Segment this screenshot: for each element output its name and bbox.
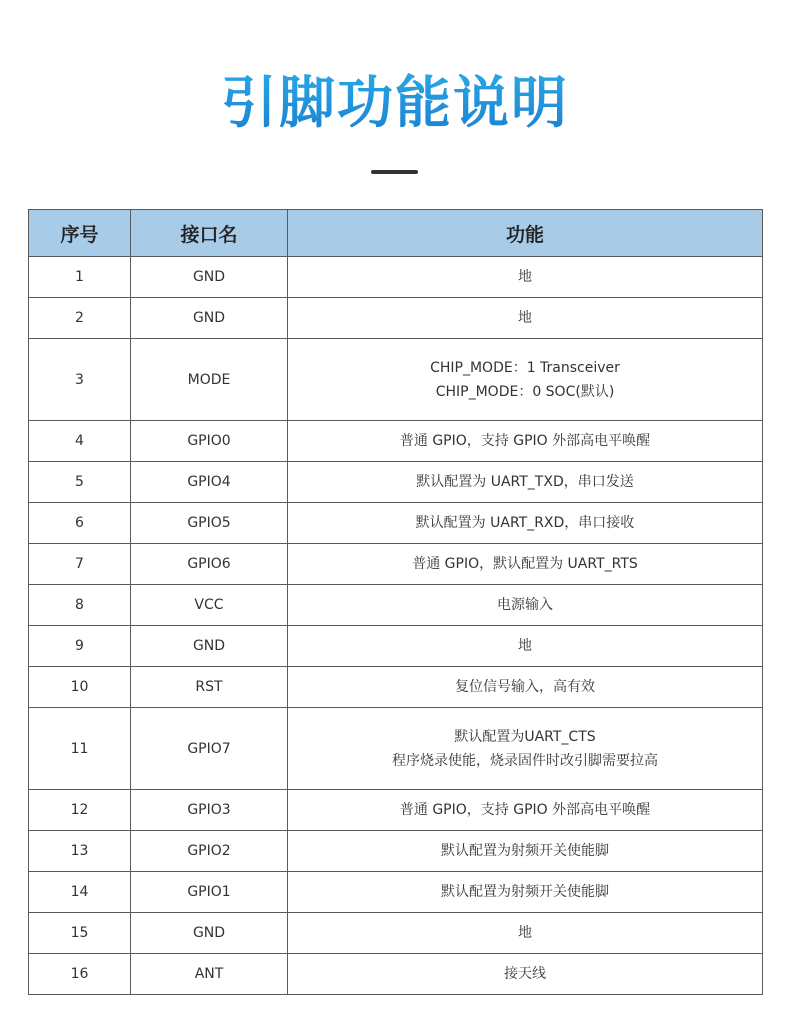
table-row xyxy=(29,503,763,544)
pin-table-body xyxy=(29,257,763,995)
pin-interface-name: GND xyxy=(131,626,288,667)
pin-number: 5 xyxy=(29,462,131,503)
table-row xyxy=(29,872,763,913)
pin-function-line: 复位信号输入，高有效 xyxy=(455,679,595,695)
pin-number: 10 xyxy=(29,667,131,708)
pin-function xyxy=(288,667,763,708)
table-row xyxy=(29,708,763,790)
table-row xyxy=(29,790,763,831)
pin-number: 12 xyxy=(29,790,131,831)
pin-table-header xyxy=(29,210,763,257)
pin-interface-name: GPIO7 xyxy=(131,708,288,790)
pin-interface-name: GPIO5 xyxy=(131,503,288,544)
pin-function-line: 默认配置为射频开关使能脚 xyxy=(441,843,609,859)
pin-number: 7 xyxy=(29,544,131,585)
pin-function xyxy=(288,544,763,585)
pin-interface-name: GPIO2 xyxy=(131,831,288,872)
pin-number: 3 xyxy=(29,339,131,421)
pin-function xyxy=(288,503,763,544)
pin-function xyxy=(288,790,763,831)
table-row xyxy=(29,585,763,626)
pin-interface-name: GND xyxy=(131,257,288,298)
table-row xyxy=(29,913,763,954)
table-row xyxy=(29,544,763,585)
pin-interface-name: GPIO6 xyxy=(131,544,288,585)
pin-number: 15 xyxy=(29,913,131,954)
pin-number: 2 xyxy=(29,298,131,339)
pin-function-line: 默认配置为 UART_RXD，串口接收 xyxy=(415,515,635,531)
header-interface-name: 接口名 xyxy=(131,210,288,257)
pin-interface-name: MODE xyxy=(131,339,288,421)
pin-interface-name: GPIO0 xyxy=(131,421,288,462)
table-row xyxy=(29,339,763,421)
pin-number: 4 xyxy=(29,421,131,462)
pin-function xyxy=(288,257,763,298)
pin-number: 6 xyxy=(29,503,131,544)
header-function: 功能 xyxy=(288,210,763,257)
pin-function xyxy=(288,708,763,790)
pin-interface-name: VCC xyxy=(131,585,288,626)
pin-number: 8 xyxy=(29,585,131,626)
pin-function xyxy=(288,298,763,339)
table-row xyxy=(29,667,763,708)
pin-function-line: 地 xyxy=(518,269,532,285)
pin-function xyxy=(288,954,763,995)
pin-function-line: CHIP_MODE：0 SOC(默认) xyxy=(435,383,615,400)
pin-function-line: 默认配置为 UART_TXD，串口发送 xyxy=(416,474,634,490)
pin-function-line: 地 xyxy=(518,925,532,941)
pin-function xyxy=(288,585,763,626)
pin-function xyxy=(288,872,763,913)
table-row xyxy=(29,257,763,298)
pin-number: 11 xyxy=(29,708,131,790)
pin-interface-name: ANT xyxy=(131,954,288,995)
pin-function-line: 普通 GPIO，支持 GPIO 外部高电平唤醒 xyxy=(399,802,651,818)
pin-function xyxy=(288,462,763,503)
pin-function-line: 电源输入 xyxy=(497,597,553,613)
pin-function-line: 默认配置为UART_CTS xyxy=(454,728,596,745)
pin-function xyxy=(288,831,763,872)
pin-interface-name: GPIO4 xyxy=(131,462,288,503)
title-underline xyxy=(371,170,418,174)
pin-number: 1 xyxy=(29,257,131,298)
pin-function xyxy=(288,339,763,421)
pin-function xyxy=(288,421,763,462)
header-index: 序号 xyxy=(29,210,131,257)
pin-function-line: 地 xyxy=(518,310,532,326)
pin-function-line: 普通 GPIO，支持 GPIO 外部高电平唤醒 xyxy=(399,433,651,449)
pin-function-line: 普通 GPIO，默认配置为 UART_RTS xyxy=(412,556,638,572)
pin-interface-name: GPIO3 xyxy=(131,790,288,831)
pin-interface-name: GPIO1 xyxy=(131,872,288,913)
pin-function-line: 程序烧录使能，烧录固件时改引脚需要拉高 xyxy=(392,752,658,769)
pin-interface-name: GND xyxy=(131,298,288,339)
table-row xyxy=(29,626,763,667)
table-row xyxy=(29,462,763,503)
pin-function-line: CHIP_MODE：1 Transceiver xyxy=(430,359,620,376)
pin-function xyxy=(288,626,763,667)
table-row xyxy=(29,421,763,462)
page-title: 引脚功能说明 xyxy=(0,68,790,140)
pin-table xyxy=(28,209,763,995)
table-row xyxy=(29,298,763,339)
pin-number: 16 xyxy=(29,954,131,995)
header-row xyxy=(29,210,763,257)
pin-function-line: 默认配置为射频开关使能脚 xyxy=(441,884,609,900)
pin-function xyxy=(288,913,763,954)
pin-function-line: 接天线 xyxy=(504,966,546,982)
pin-interface-name: RST xyxy=(131,667,288,708)
table-row xyxy=(29,954,763,995)
pin-number: 14 xyxy=(29,872,131,913)
pin-number: 9 xyxy=(29,626,131,667)
pin-function-line: 地 xyxy=(518,638,532,654)
pin-interface-name: GND xyxy=(131,913,288,954)
table-row xyxy=(29,831,763,872)
pin-number: 13 xyxy=(29,831,131,872)
